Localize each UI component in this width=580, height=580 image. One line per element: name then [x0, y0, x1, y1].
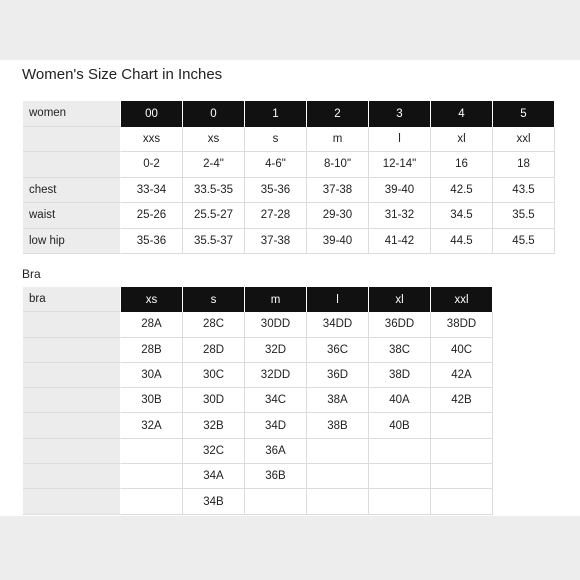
bra-cup-cell: 36D — [307, 363, 369, 388]
us-size-cell: 16 — [431, 152, 493, 178]
bra-cup-cell: 30A — [121, 363, 183, 388]
bra-empty-cell — [369, 464, 431, 489]
bra-cup-cell: 40A — [369, 388, 431, 413]
bra-cup-cell: 32DD — [245, 363, 307, 388]
bra-size-header-cell: m — [245, 287, 307, 312]
letter-size-cell: xl — [431, 127, 493, 153]
measurement-cell: 45.5 — [493, 229, 555, 255]
us-size-cell: 4-6" — [245, 152, 307, 178]
bra-cup-cell: 32B — [183, 413, 245, 438]
bottom-background-band — [0, 516, 580, 580]
bra-empty-cell — [431, 439, 493, 464]
bra-empty-cell — [121, 464, 183, 489]
bra-cup-cell: 28B — [121, 338, 183, 363]
bra-section-title: Bra — [22, 267, 41, 281]
bra-empty-cell — [121, 489, 183, 514]
bra-row-label-empty — [23, 439, 121, 464]
bra-cup-cell: 42A — [431, 363, 493, 388]
bra-empty-cell — [307, 464, 369, 489]
measurement-cell: 41-42 — [369, 229, 431, 255]
measurement-cell: 33-34 — [121, 178, 183, 204]
bra-size-header-cell: l — [307, 287, 369, 312]
bra-cup-cell: 38DD — [431, 312, 493, 337]
bra-size-header-cell: xxl — [431, 287, 493, 312]
bra-cup-cell: 36B — [245, 464, 307, 489]
measurement-cell: 39-40 — [307, 229, 369, 255]
size-row-label-empty — [23, 127, 121, 153]
us-size-cell: 8-10" — [307, 152, 369, 178]
bra-cup-cell: 30DD — [245, 312, 307, 337]
bra-empty-cell — [245, 489, 307, 514]
bra-cup-cell: 32C — [183, 439, 245, 464]
bra-empty-cell — [369, 439, 431, 464]
measurement-cell: 44.5 — [431, 229, 493, 255]
size-header-cell: 4 — [431, 101, 493, 127]
measurement-cell: 27-28 — [245, 203, 307, 229]
bra-empty-cell — [431, 489, 493, 514]
size-header-cell: 2 — [307, 101, 369, 127]
bra-row-label-empty — [23, 388, 121, 413]
size-row-label-women: women — [23, 101, 121, 127]
letter-size-cell: xs — [183, 127, 245, 153]
bra-cup-cell: 34C — [245, 388, 307, 413]
measurement-cell: 25-26 — [121, 203, 183, 229]
measurement-row-label: low hip — [23, 229, 121, 255]
bra-cup-cell: 36C — [307, 338, 369, 363]
page-title: Women's Size Chart in Inches — [22, 66, 223, 83]
size-header-cell: 0 — [183, 101, 245, 127]
size-chart-table — [23, 101, 555, 254]
measurement-cell: 39-40 — [369, 178, 431, 204]
measurement-row-label: chest — [23, 178, 121, 204]
us-size-cell: 18 — [493, 152, 555, 178]
letter-size-cell: xxs — [121, 127, 183, 153]
bra-cup-cell: 38D — [369, 363, 431, 388]
top-background-band — [0, 0, 580, 60]
bra-cup-cell: 42B — [431, 388, 493, 413]
us-size-cell: 0-2 — [121, 152, 183, 178]
bra-cup-cell: 30B — [121, 388, 183, 413]
bra-cup-cell: 34D — [245, 413, 307, 438]
measurement-cell: 42.5 — [431, 178, 493, 204]
bra-size-header-cell: s — [183, 287, 245, 312]
bra-row-label-empty — [23, 338, 121, 363]
bra-row-label-empty — [23, 312, 121, 337]
bra-cup-cell: 40C — [431, 338, 493, 363]
size-header-cell: 5 — [493, 101, 555, 127]
bra-cup-cell: 28A — [121, 312, 183, 337]
bra-cup-cell: 40B — [369, 413, 431, 438]
bra-row-label-empty — [23, 363, 121, 388]
bra-size-header-cell: xs — [121, 287, 183, 312]
bra-row-label-empty — [23, 413, 121, 438]
measurement-cell: 35-36 — [245, 178, 307, 204]
bra-empty-cell — [307, 439, 369, 464]
us-size-cell: 12-14" — [369, 152, 431, 178]
letter-size-cell: xxl — [493, 127, 555, 153]
bra-cup-cell: 30D — [183, 388, 245, 413]
letter-size-cell: l — [369, 127, 431, 153]
bra-cup-cell: 38A — [307, 388, 369, 413]
measurement-cell: 33.5-35 — [183, 178, 245, 204]
bra-cup-cell: 32A — [121, 413, 183, 438]
bra-empty-cell — [121, 439, 183, 464]
letter-size-cell: m — [307, 127, 369, 153]
measurement-cell: 35-36 — [121, 229, 183, 255]
us-size-cell: 2-4" — [183, 152, 245, 178]
letter-size-cell: s — [245, 127, 307, 153]
bra-cup-cell: 30C — [183, 363, 245, 388]
bra-cup-cell: 38C — [369, 338, 431, 363]
measurement-cell: 37-38 — [245, 229, 307, 255]
measurement-cell: 43.5 — [493, 178, 555, 204]
bra-empty-cell — [431, 413, 493, 438]
bra-empty-cell — [369, 489, 431, 514]
bra-cup-cell: 36DD — [369, 312, 431, 337]
measurement-cell: 37-38 — [307, 178, 369, 204]
bra-empty-cell — [431, 464, 493, 489]
bra-size-table — [23, 287, 493, 515]
measurement-cell: 29-30 — [307, 203, 369, 229]
measurement-cell: 34.5 — [431, 203, 493, 229]
bra-cup-cell: 38B — [307, 413, 369, 438]
measurement-row-label: waist — [23, 203, 121, 229]
bra-row-label: bra — [23, 287, 121, 312]
bra-size-header-cell: xl — [369, 287, 431, 312]
measurement-cell: 25.5-27 — [183, 203, 245, 229]
bra-row-label-empty — [23, 489, 121, 514]
bra-empty-cell — [307, 489, 369, 514]
bra-cup-cell: 36A — [245, 439, 307, 464]
bra-cup-cell: 28D — [183, 338, 245, 363]
bra-cup-cell: 28C — [183, 312, 245, 337]
measurement-cell: 35.5-37 — [183, 229, 245, 255]
size-header-cell: 1 — [245, 101, 307, 127]
bra-cup-cell: 32D — [245, 338, 307, 363]
size-header-cell: 3 — [369, 101, 431, 127]
measurement-cell: 35.5 — [493, 203, 555, 229]
size-row-label-empty — [23, 152, 121, 178]
size-header-cell: 00 — [121, 101, 183, 127]
bra-cup-cell: 34B — [183, 489, 245, 514]
measurement-cell: 31-32 — [369, 203, 431, 229]
bra-cup-cell: 34A — [183, 464, 245, 489]
bra-cup-cell: 34DD — [307, 312, 369, 337]
bra-row-label-empty — [23, 464, 121, 489]
